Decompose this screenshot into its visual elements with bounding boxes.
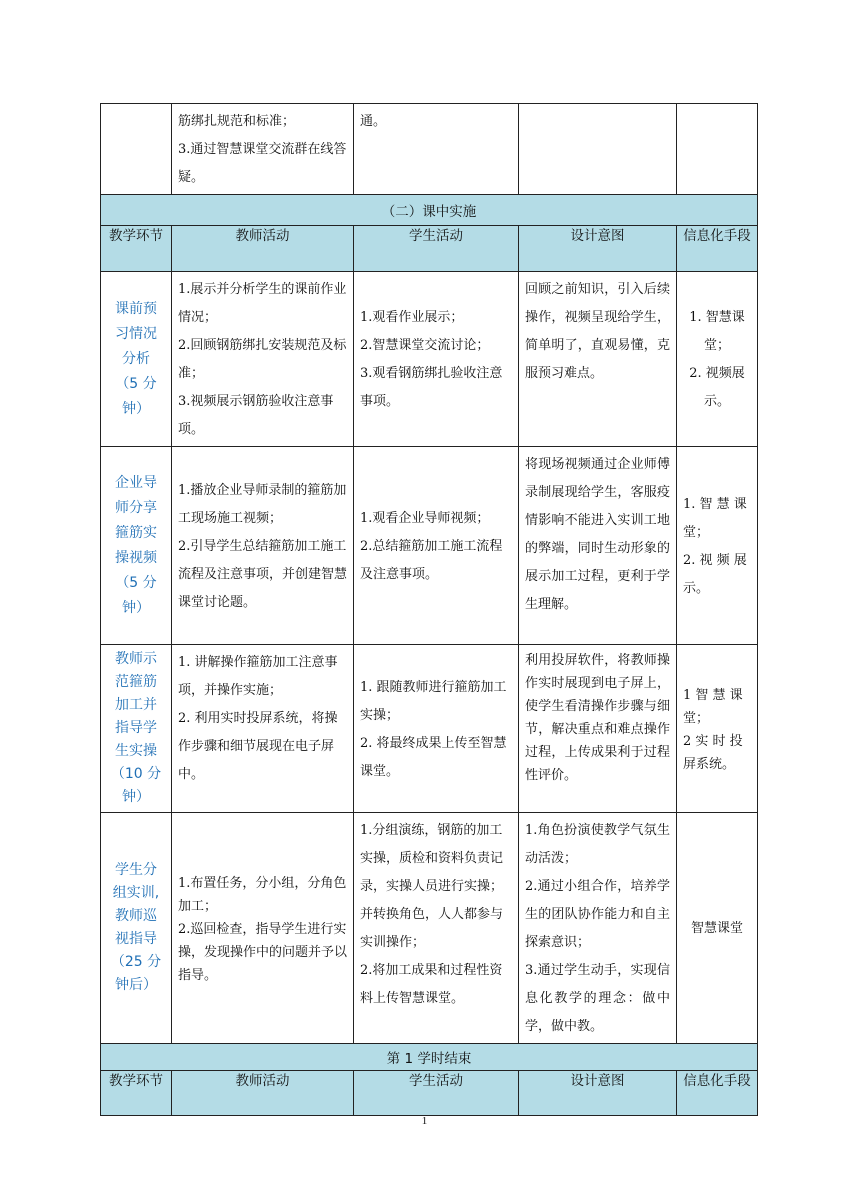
stage-line: 生实操 — [115, 743, 157, 759]
design-intent-cell — [519, 447, 677, 645]
teacher-activity-item: 2.巡回检查，指导学生进行实操，发现操作中的问题并予以指导。 — [178, 921, 348, 983]
continued-teacher-cell — [172, 104, 354, 195]
section-title: （二）课中实施 — [101, 195, 758, 226]
tech-means-item: 智慧课堂 — [690, 921, 743, 936]
teacher-activity-item: 2. 利用实时投屏系统，将操作步骤和细节展现在电子屏中。 — [178, 711, 338, 782]
student-activity-item: 1.分组演练，钢筋的加工实操，质检和资料负责记录，实操人员进行实操；并转换角色，人人都参与实训操作； — [360, 823, 504, 950]
teacher-activity-item: 1. 讲解操作箍筋加工注意事项，并操作实施； — [178, 655, 338, 698]
tech-means-cell — [677, 272, 758, 447]
tech-means-item: 2. 视频展示。 — [689, 366, 745, 409]
stage-line: 教师巡 — [115, 908, 157, 924]
design-intent-item: 3.通过学生动手，实现信息化教学的理念：做中学，做中教。 — [525, 963, 670, 1034]
stage-line: （5 分 — [115, 375, 157, 392]
header-row — [101, 226, 758, 272]
header-intent: 设计意图 — [519, 226, 677, 272]
table-row — [101, 813, 758, 1044]
stage-line: 视指导 — [115, 931, 157, 947]
student-activity-item: 1.观看作业展示； — [360, 310, 464, 325]
continued-tech-cell — [677, 104, 758, 195]
table-row — [101, 645, 758, 813]
teacher-activity-item: 2.引导学生总结箍筋加工施工流程及注意事项，并创建智慧课堂讨论题。 — [178, 538, 348, 610]
student-activity-item: 2.智慧课堂交流讨论； — [360, 338, 490, 353]
stage-line: 操视频 — [115, 549, 157, 566]
tech-means-item: 1 智 慧 课堂； — [683, 687, 743, 726]
design-intent-cell — [519, 272, 677, 447]
continued-student-line: 通。 — [360, 114, 387, 129]
header-teacher: 教师活动 — [172, 226, 354, 272]
header-student: 学生活动 — [354, 1071, 519, 1116]
stage-line: 企业导 — [115, 474, 157, 491]
header-stage: 教学环节 — [101, 226, 172, 272]
design-intent-item: 1.角色扮演使教学气氛生动活泼； — [525, 823, 670, 866]
stage-line: 钟） — [122, 400, 150, 417]
stage-line: 习情况 — [115, 325, 157, 342]
student-activity-cell — [354, 447, 519, 645]
stage-line: 钟） — [122, 789, 150, 805]
student-activity-item: 2.总结箍筋加工施工流程及注意事项。 — [360, 538, 503, 582]
header-stage: 教学环节 — [101, 1071, 172, 1116]
stage-cell — [101, 447, 172, 645]
stage-line: 钟） — [122, 599, 150, 616]
table-row — [101, 272, 758, 447]
design-intent-text: 回顾之前知识，引入后续操作，视频呈现给学生，简单明了，直观易懂，克服预习难点。 — [525, 282, 670, 381]
design-intent-text: 将现场视频通过企业师傅录制展现给学生，客服疫情影响不能进入实训工地的弊端，同时生动形象的展示加工过程，更利于学生理解。 — [525, 457, 670, 612]
stage-line: 钟后） — [115, 977, 157, 993]
student-activity-item: 1.观看企业导师视频； — [360, 510, 490, 526]
student-activity-cell — [354, 813, 519, 1044]
student-activity-item: 2. 将最终成果上传至智慧课堂。 — [360, 735, 507, 779]
stage-line: 教师示 — [115, 651, 157, 667]
period-end-title: 第 1 学时结束 — [101, 1044, 758, 1071]
design-intent-cell — [519, 813, 677, 1044]
tech-means-item: 1. 智慧课堂； — [689, 310, 745, 353]
stage-line: 范箍筋 — [115, 674, 157, 690]
continued-teacher-line: 3.通过智慧课堂交流群在线答疑。 — [178, 142, 347, 185]
student-activity-cell — [354, 645, 519, 813]
stage-line: 加工并 — [115, 697, 157, 713]
lesson-plan-table — [100, 103, 758, 1116]
tech-means-item: 2 实 时 投屏系统。 — [683, 733, 743, 772]
stage-line: 箍筋实 — [115, 524, 157, 541]
header-row-repeat — [101, 1071, 758, 1116]
design-intent-item: 2.通过小组合作，培养学生的团队协作能力和自主探索意识； — [525, 879, 670, 950]
design-intent-text: 利用投屏软件，将教师操作实时展现到电子屏上，使学生看清操作步骤与细节，解决重点和难点操作过程，上传成果利于过程性评价。 — [525, 653, 670, 783]
design-intent-cell — [519, 645, 677, 813]
teacher-activity-item: 1.播放企业导师录制的箍筋加工现场施工视频； — [178, 482, 347, 526]
teacher-activity-item: 1.展示并分析学生的课前作业情况； — [178, 282, 347, 325]
tech-means-item: 2. 视 频 展示。 — [683, 552, 747, 596]
stage-line: （25 分 — [110, 954, 162, 970]
header-teacher: 教师活动 — [172, 1071, 354, 1116]
stage-line: 学生分 — [115, 862, 157, 878]
teacher-activity-item: 3.视频展示钢筋验收注意事项。 — [178, 394, 334, 437]
teacher-activity-cell — [172, 645, 354, 813]
header-intent: 设计意图 — [519, 1071, 677, 1116]
student-activity-item: 1. 跟随教师进行箍筋加工实操； — [360, 679, 507, 723]
stage-line: （10 分 — [110, 766, 162, 782]
teacher-activity-cell — [172, 447, 354, 645]
stage-line: 师分享 — [115, 499, 157, 516]
stage-cell — [101, 813, 172, 1044]
student-activity-item: 2.将加工成果和过程性资料上传智慧课堂。 — [360, 963, 503, 1006]
stage-line: （5 分 — [115, 574, 157, 591]
tech-means-cell — [677, 645, 758, 813]
continued-student-cell — [354, 104, 519, 195]
header-tech: 信息化手段 — [677, 1071, 758, 1116]
stage-line: 分析 — [122, 350, 150, 367]
teacher-activity-cell — [172, 272, 354, 447]
continued-teacher-line: 筋绑扎规范和标准； — [178, 114, 296, 129]
stage-line: 组实训, — [112, 885, 160, 901]
continued-stage-cell — [101, 104, 172, 195]
header-student: 学生活动 — [354, 226, 519, 272]
header-tech: 信息化手段 — [677, 226, 758, 272]
tech-means-item: 1. 智 慧 课堂； — [683, 496, 747, 540]
continued-intent-cell — [519, 104, 677, 195]
teacher-activity-item: 1.布置任务，分小组，分角色加工； — [178, 875, 347, 914]
teacher-activity-cell — [172, 813, 354, 1044]
tech-means-cell — [677, 813, 758, 1044]
stage-line: 指导学 — [115, 720, 157, 736]
student-activity-item: 3.观看钢筋绑扎验收注意事项。 — [360, 366, 503, 409]
table-row — [101, 447, 758, 645]
stage-line: 课前预 — [115, 300, 157, 317]
stage-cell — [101, 645, 172, 813]
student-activity-cell — [354, 272, 519, 447]
stage-cell — [101, 272, 172, 447]
tech-means-cell — [677, 447, 758, 645]
continued-row — [101, 104, 758, 195]
page-number: 1 — [421, 1115, 428, 1127]
teacher-activity-item: 2.回顾钢筋绑扎安装规范及标准； — [178, 338, 347, 381]
